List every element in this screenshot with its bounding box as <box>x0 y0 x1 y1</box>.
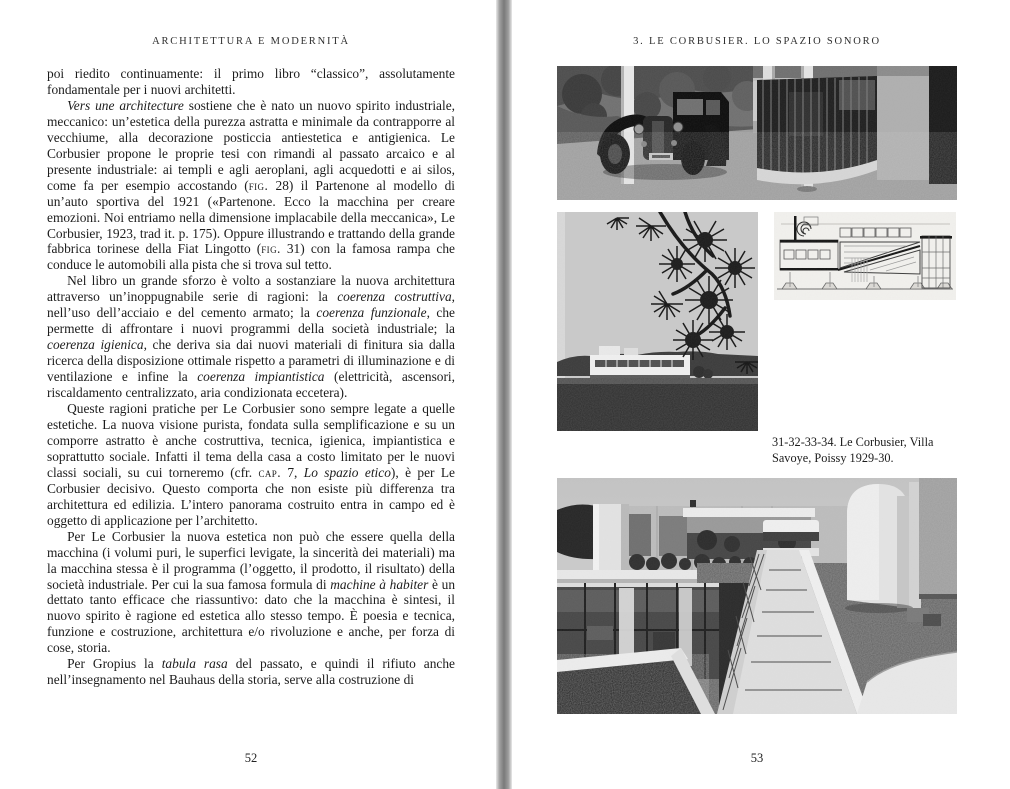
figure-photo-meadow-view <box>557 212 758 431</box>
figure-photo-roof-terrace <box>557 478 957 714</box>
page-gutter-shadow <box>496 0 512 789</box>
right-running-head: 3. LE CORBUSIER. LO SPAZIO SONORO <box>633 36 881 47</box>
right-page-number: 53 <box>750 751 764 765</box>
paragraph: Per Gropius la tabula rasa del passato, e quindi il rifiuto anche nell’insegnamento nel Bauhaus della storia, serve alla costruzione di <box>47 656 455 688</box>
left-page-number: 52 <box>244 751 258 765</box>
paragraph: Per Le Corbusier la nuova estetica non può che essere quella della macchina (i volumi puri, le superfici levigate, la sincerità dei materiali) ma la macchina stessa è il programma (l’oggetto, il prodotto, il risultato) della società industriale. Per cui la sua famosa formula di machine à habiter è un dettato tanto efficace che riassuntivo: dato che la macchina è sintesi, il nuovo spirito è ragione ed estetica allo stesso tempo. È poesia e tecnica, funzione e costruzione, architettura e/o rivoluzione e anche, per forza di cose, storia. <box>47 528 455 656</box>
figure-section-drawing <box>774 212 956 300</box>
body-text-column <box>47 66 455 738</box>
paragraph: Nel libro un grande sforzo è volto a sostanziare la nuova architettura attraverso un’inoppugnabile serie di ragioni: la coerenza costruttiva, nell’uso dell’acciaio e del cemento armato; la coerenza funzionale, che permette di affrontare i nuovi programmi della società industriale; la coerenza igienica, che deriva sia dai nuovi materiali di finitura sia dalla ricerca della disposizione ottimale rispetto a parametri di illuminazione e di ventilazione e infine la coerenza impiantistica (elettricità, ascensori, riscaldamento centralizzato, aria condizionata eccetera). <box>47 273 455 401</box>
paragraph: poi riedito continuamente: il primo libro “classico”, assolutamente fondamentale per i nuovi architetti. <box>47 66 455 97</box>
figure-photo-car-entrance <box>557 66 957 200</box>
figure-caption: 31-32-33-34. Le Corbusier, Villa Savoye, Poissy 1929-30. <box>772 435 934 465</box>
left-running-head: ARCHITETTURA E MODERNITÀ <box>152 36 350 47</box>
paragraph: Vers une architecture sostiene che è nato un nuovo spirito industriale, meccanico: un’estetica della purezza astratta e minimale da contrapporre al vecchiume, alla decorazione posticcia antiestetica e antigienica. Le Corbusier propone le proprie tesi con rimandi al passato arcaico e al presente industriale: ai templi e agli aeroplani, agli acquedotti e ai silos, come fa per esempio accostando (fig. 28) il Partenone al modello di un’auto sportiva del 1921 («Partenone. Ecco la macchina per creare emozioni. Noi entriamo nella dimensione implacabile della meccanica», Le Corbusier, 1923, trad it. p. 175). Oppure illustrando e trattando della grande fabbrica torinese della Fiat Lingotto (fig. 31) con la famosa rampa che conduce le automobili alla pista che si trova sul tetto. <box>47 97 455 273</box>
paragraph: Queste ragioni pratiche per Le Corbusier sono sempre legate a quelle estetiche. La nuova visione purista, fondata sulla semplificazione e su un comporre astratto è anche costruttiva, tecnica, igienica, impiantistica e soprattutto sociale. Infatti il tema della casa a costo limitato per le nuovi classi sociali, su cui torneremo (cfr. cap. 7, Lo spazio etico), è per Le Corbusier decisivo. Questo comporta che non esiste più differenza tra architettura ed edilizia. L’intero panorama costruito entra in campo ed è oggetto di applicazione per l’architetto. <box>47 401 455 528</box>
